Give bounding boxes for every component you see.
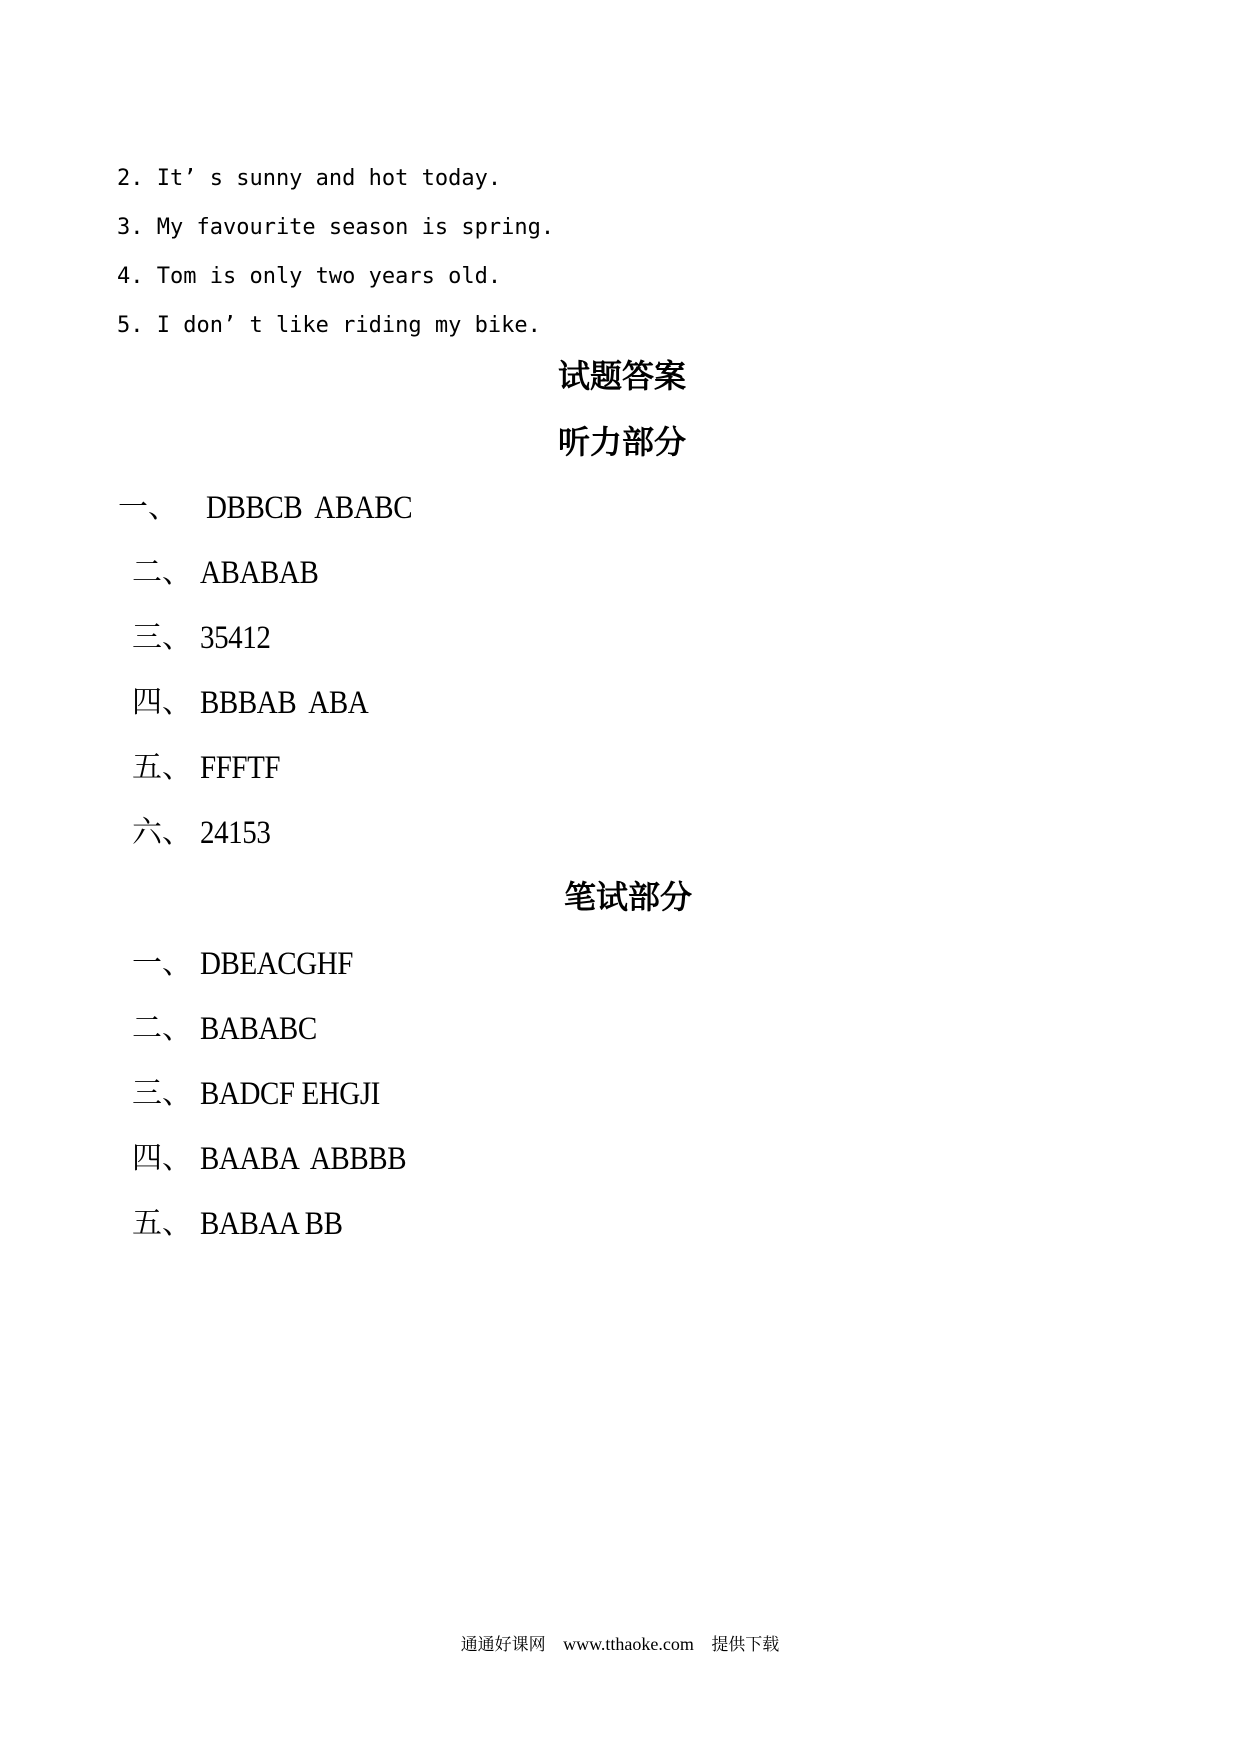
answer-value: 35412 [200,620,271,656]
answer-value: ABABAB [200,555,319,591]
answer-value: BABABC [200,1011,317,1047]
answer-number: 五、 [132,1206,192,1241]
sentence-list [117,154,1017,350]
sentence-item: 5. I don’ t like riding my bike. [117,313,541,338]
answer-number: 四、 [132,1141,192,1176]
footer-suffix: 提供下载 [711,1635,780,1655]
answer-number: 六、 [132,815,192,850]
answer-value: 24153 [200,815,271,851]
sentence-item: 4. Tom is only two years old. [117,264,502,289]
sentence-item: 3. My favourite season is spring. [117,215,555,240]
answer-row [118,746,818,811]
answer-row [118,811,818,876]
answer-row [118,1007,818,1072]
answer-value: BABAA BB [200,1206,343,1242]
answer-number: 一、 [118,490,178,525]
answer-number: 三、 [132,620,192,655]
answer-value: FFFTF [200,750,281,786]
listening-heading: 听力部分 [557,423,686,461]
listening-answers [118,486,818,876]
answer-row [118,942,818,1007]
sentence-item: 2. It’ s sunny and hot today. [117,166,502,191]
answer-row [118,551,818,616]
answer-number: 三、 [132,1076,192,1111]
answer-number: 二、 [132,1011,192,1046]
page-footer [0,1632,1240,1657]
answer-row [118,616,818,681]
written-heading: 笔试部分 [563,878,692,916]
footer-url[interactable]: www.tthaoke.com [563,1634,694,1654]
answer-value: DBBCB ABABC [206,490,413,526]
answer-number: 五、 [132,750,192,785]
answer-row [118,1072,818,1137]
answer-row [118,1137,818,1202]
answer-number: 一、 [132,946,192,981]
answer-value: DBEACGHF [200,946,353,982]
answer-number: 四、 [132,685,192,720]
answer-value: BADCF EHGJI [200,1076,380,1112]
answer-number: 二、 [132,555,192,590]
footer-site-name: 通通好课网 [460,1635,546,1655]
answer-row [118,486,818,551]
answer-row [118,1202,818,1267]
answer-value: BBBAB ABA [200,685,369,721]
answer-value: BAABA ABBBB [200,1141,407,1177]
answer-row [118,681,818,746]
written-answers [118,942,818,1267]
answers-heading: 试题答案 [557,357,686,395]
